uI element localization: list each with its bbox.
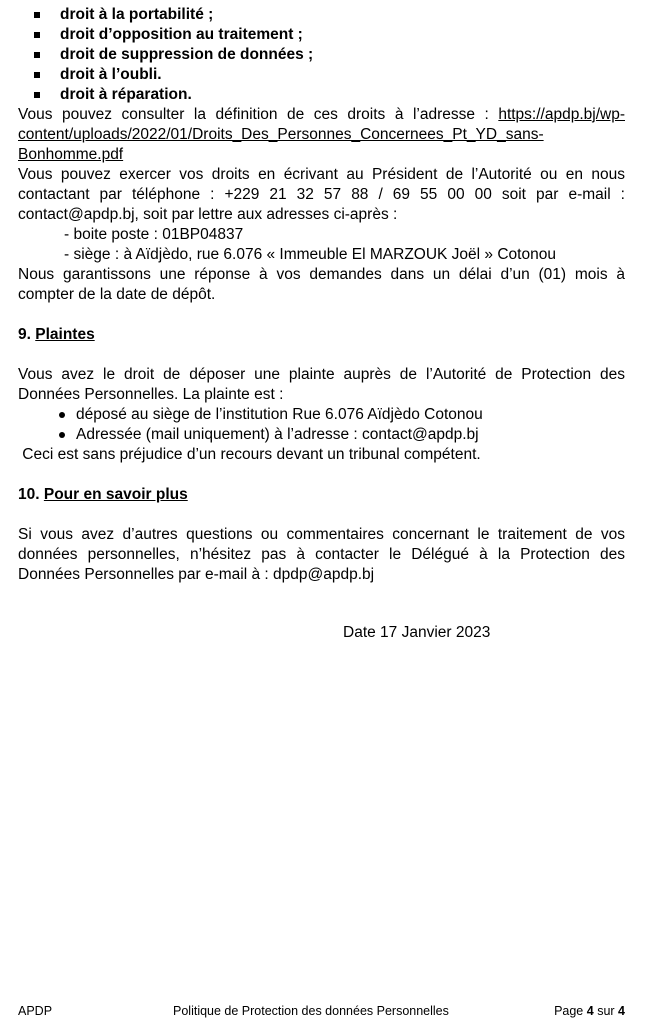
response-guarantee-paragraph: Nous garantissons une réponse à vos demandes dans un délai d’un (01) mois à compter de la date de dépôt. — [18, 266, 625, 303]
rights-list — [18, 5, 625, 105]
square-bullet-icon — [34, 12, 40, 18]
round-bullet-icon — [59, 432, 65, 438]
square-bullet-icon — [34, 72, 40, 78]
section-heading-en-savoir-plus — [18, 485, 625, 506]
exercise-rights-paragraph: Vous pouvez exercer vos droits en écrivant au Président de l’Autorité ou en nous contactant par téléphone : +229 21 32 57 88 / 69 55 00 00 soit par e-mail : contact@apdp.bj, soit par lettre aux adresses ci-après : — [18, 166, 625, 223]
section-number: 9. — [18, 326, 31, 343]
rights-list-item: droit à la portabilité ; — [18, 5, 625, 25]
rights-list-item: droit à l’oubli. — [18, 65, 625, 85]
square-bullet-icon — [34, 32, 40, 38]
complaint-list-item: déposé au siège de l’institution Rue 6.076 Aïdjèdo Cotonou — [18, 405, 625, 425]
footer-page-number: Page 4 sur 4 — [554, 1004, 625, 1018]
consult-text: Vous pouvez consulter la définition de ces droits à l’adresse : — [18, 106, 499, 123]
document-date: Date 17 Janvier 2023 — [343, 624, 491, 641]
document-page — [18, 5, 625, 643]
square-bullet-icon — [34, 92, 40, 98]
section-heading-plaintes — [18, 325, 625, 346]
consult-rights-paragraph — [18, 105, 625, 165]
square-bullet-icon — [34, 52, 40, 58]
postal-address-line: - boite poste : 01BP04837 — [64, 226, 244, 243]
footer-document-title: Politique de Protection des données Personnelles — [173, 1004, 449, 1018]
office-address-line: - siège : à Aïdjèdo, rue 6.076 « Immeuble El MARZOUK Joël » Cotonou — [64, 246, 556, 263]
complaint-list — [18, 405, 625, 445]
section-title: Pour en savoir plus — [43, 486, 188, 503]
rights-list-item: droit à réparation. — [18, 85, 625, 105]
contact-dpo-paragraph: Si vous avez d’autres questions ou commentaires concernant le traitement de vos données personnelles, n’hésitez pas à contacter le Délégué à la Protection des Données Personnelles par e-mail à : dpdp@apdp.bj — [18, 526, 625, 583]
complaint-intro-paragraph: Vous avez le droit de déposer une plainte auprès de l’Autorité de Protection des Données Personnelles. La plainte est : — [18, 366, 625, 403]
complaint-note: Ceci est sans préjudice d’un recours devant un tribunal compétent. — [18, 446, 481, 463]
footer-organization: APDP — [18, 1004, 53, 1018]
rights-list-item: droit d’opposition au traitement ; — [18, 25, 625, 45]
section-number: 10. — [18, 486, 40, 503]
round-bullet-icon — [59, 412, 65, 418]
page-footer — [18, 1003, 625, 1019]
complaint-list-item: Adressée (mail uniquement) à l’adresse : contact@apdp.bj — [18, 425, 625, 445]
rights-definition-link[interactable]: https://apdp.bj/wp-content/uploads/2022/01/Droits_Des_Personnes_Concernees_Pt_YD_sans-Bonhomme.pdf — [18, 106, 625, 163]
section-title: Plaintes — [35, 326, 95, 343]
rights-list-item: droit de suppression de données ; — [18, 45, 625, 65]
